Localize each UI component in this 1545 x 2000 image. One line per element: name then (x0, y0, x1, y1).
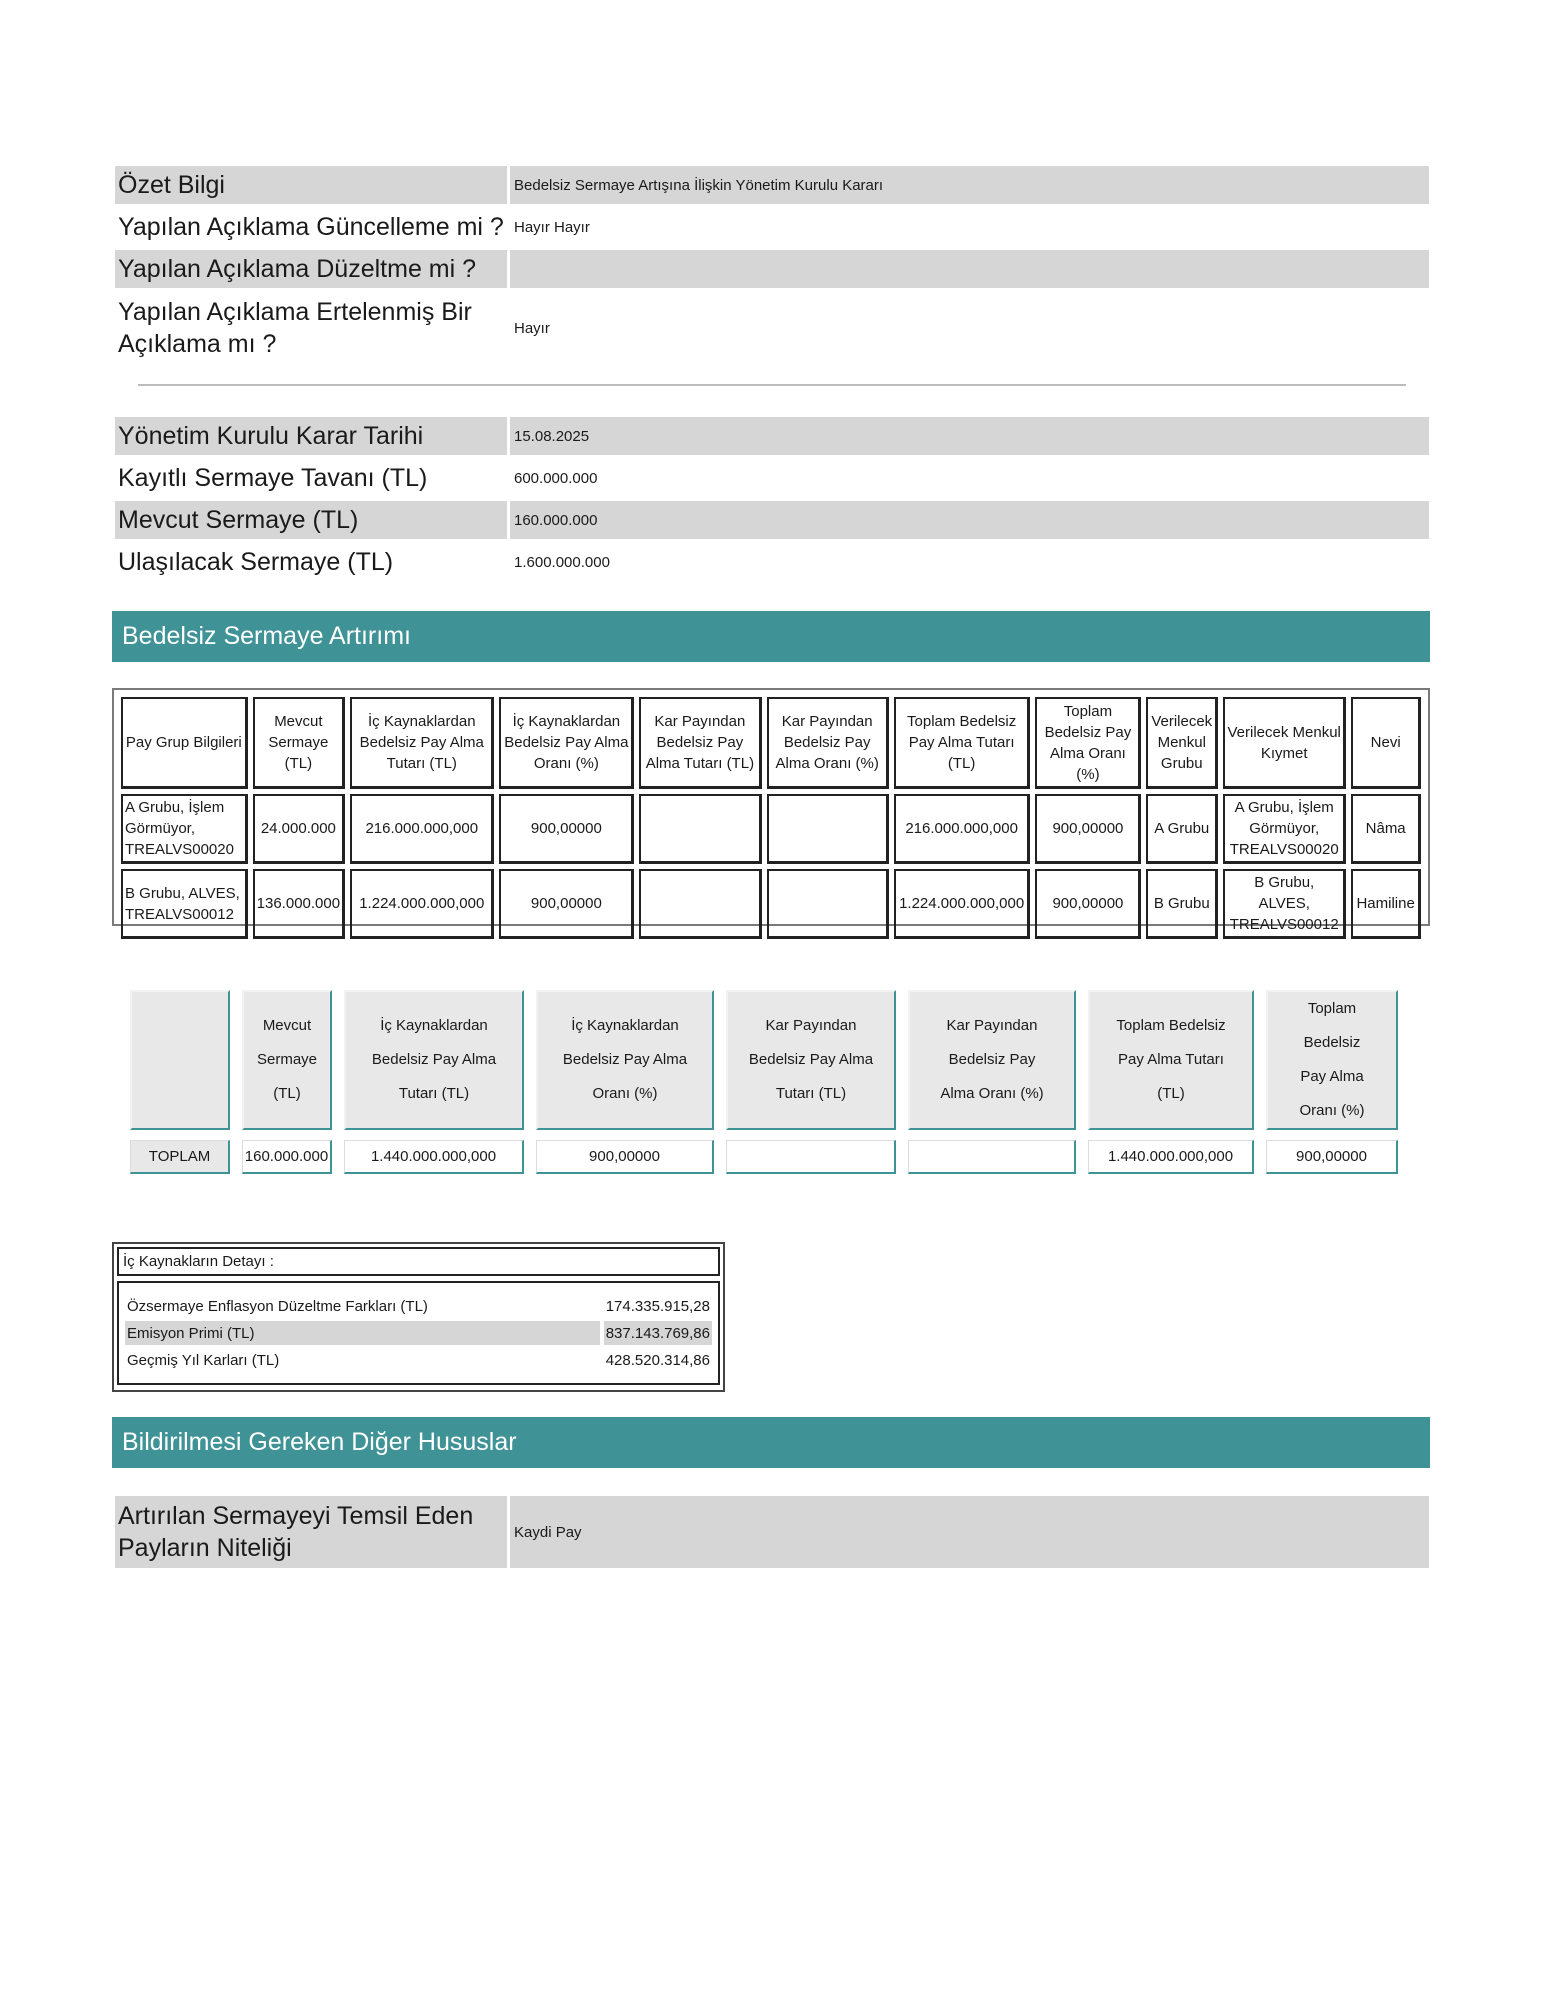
column-header (130, 990, 230, 1130)
table-cell (639, 869, 761, 939)
source-label: Geçmiş Yıl Karları (TL) (127, 1351, 280, 1369)
source-label: Özsermaye Enflasyon Düzeltme Farkları (TL) (127, 1297, 428, 1315)
decision-date-value: 15.08.2025 (510, 417, 1429, 455)
table-cell: 216.000.000,000 (350, 794, 494, 864)
table-cell: 1.224.000.000,000 (894, 869, 1031, 939)
table-cell: 136.000.000 (253, 869, 345, 939)
list-item (125, 1321, 712, 1345)
summary-table (112, 162, 1432, 368)
column-header: İç Kaynaklardan Bedelsiz Pay Alma Tutarı (TL) (344, 990, 524, 1130)
column-header: Verilecek Menkul Kıymet (1223, 697, 1346, 789)
deferred-label: Yapılan Açıklama Ertelenmiş Bir Açıklama mı ? (118, 298, 472, 358)
column-header: Toplam Bedelsiz Pay Alma Oranı (%) (1035, 697, 1141, 789)
column-header: Toplam Bedelsiz Pay Alma Oranı (%) (1266, 990, 1398, 1130)
table-cell (767, 794, 889, 864)
internal-sources-list (117, 1281, 720, 1385)
share-type-label: Artırılan Sermayeyi Temsil Eden Payların Niteliği (115, 1496, 507, 1568)
totals-table (118, 980, 1410, 1184)
table-cell: 900,00000 (499, 794, 634, 864)
correction-value (510, 250, 1429, 288)
table-cell: 1.440.000.000,000 (1088, 1140, 1254, 1174)
column-header: Kar Payından Bedelsiz Pay Alma Tutarı (TL) (639, 697, 761, 789)
totals-row (130, 1140, 1398, 1174)
table-cell: 900,00000 (1266, 1140, 1398, 1174)
target-capital-value: 1.600.000.000 (514, 553, 610, 571)
table-cell: Nâma (1351, 794, 1421, 864)
column-header: Kar Payından Bedelsiz Pay Alma Oranı (%) (767, 697, 889, 789)
divider (138, 384, 1406, 386)
table-cell (767, 869, 889, 939)
table-row (121, 869, 1421, 939)
section-header: Bildirilmesi Gereken Diğer Hususlar (112, 1417, 1430, 1468)
column-header: Kar Payından Bedelsiz Pay Alma Tutarı (TL) (726, 990, 896, 1130)
table-cell: A Grubu, İşlem Görmüyor, TREALVS00020 (121, 794, 248, 864)
source-value: 428.520.314,86 (605, 1351, 710, 1369)
current-capital-label: Mevcut Sermaye (TL) (115, 501, 507, 539)
internal-sources-title: İç Kaynakların Detayı : (117, 1247, 720, 1276)
current-capital-value: 160.000.000 (510, 501, 1429, 539)
column-header: Toplam Bedelsiz Pay Alma Tutarı (TL) (894, 697, 1031, 789)
column-header: Mevcut Sermaye (TL) (242, 990, 332, 1130)
table-cell: B Grubu, ALVES, TREALVS00012 (121, 869, 248, 939)
source-value: 837.143.769,86 (600, 1321, 712, 1345)
correction-label: Yapılan Açıklama Düzeltme mi ? (115, 250, 507, 288)
column-header: İç Kaynaklardan Bedelsiz Pay Alma Oranı (%) (536, 990, 714, 1130)
totals-header-row (130, 990, 1398, 1130)
table-cell: 24.000.000 (253, 794, 345, 864)
table-cell: 1.440.000.000,000 (344, 1140, 524, 1174)
column-header: Nevi (1351, 697, 1421, 789)
table-cell: 900,00000 (1035, 869, 1141, 939)
table-header-row (121, 697, 1421, 789)
table-cell: 900,00000 (1035, 794, 1141, 864)
update-label: Yapılan Açıklama Güncelleme mi ? (118, 213, 504, 241)
table-cell: A Grubu, İşlem Görmüyor, TREALVS00020 (1223, 794, 1346, 864)
internal-sources-box (112, 1242, 725, 1392)
column-header: Kar Payından Bedelsiz Pay Alma Oranı (%) (908, 990, 1076, 1130)
other-table (112, 1492, 1432, 1572)
column-header: İç Kaynaklardan Bedelsiz Pay Alma Oranı (%) (499, 697, 634, 789)
table-cell: Hamiline (1351, 869, 1421, 939)
table-cell: B Grubu, ALVES, TREALVS00012 (1223, 869, 1346, 939)
summary-value: Bedelsiz Sermaye Artışına İlişkin Yönetim Kurulu Kararı (510, 166, 1429, 204)
update-value: Hayır Hayır (514, 218, 590, 236)
deferred-value: Hayır (514, 319, 550, 337)
table-cell: 900,00000 (499, 869, 634, 939)
column-header: Verilecek Menkul Grubu (1146, 697, 1218, 789)
table-cell (726, 1140, 896, 1174)
list-item (125, 1348, 712, 1372)
table-cell (908, 1140, 1076, 1174)
target-capital-label: Ulaşılacak Sermaye (TL) (118, 548, 394, 576)
table-row (121, 794, 1421, 864)
list-item (125, 1294, 712, 1318)
column-header: İç Kaynaklardan Bedelsiz Pay Alma Tutarı (TL) (350, 697, 494, 789)
source-label: Emisyon Primi (TL) (125, 1321, 600, 1345)
table-cell: 160.000.000 (242, 1140, 332, 1174)
table-cell: A Grubu (1146, 794, 1218, 864)
table-cell: 216.000.000,000 (894, 794, 1031, 864)
column-header: Mevcut Sermaye (TL) (253, 697, 345, 789)
table-cell (639, 794, 761, 864)
section-header: Bedelsiz Sermaye Artırımı (112, 611, 1430, 662)
share-group-table (112, 688, 1430, 933)
summary-label: Özet Bilgi (115, 166, 507, 204)
registered-capital-value: 600.000.000 (514, 469, 598, 487)
column-header: Pay Grup Bilgileri (121, 697, 248, 789)
totals-label: TOPLAM (130, 1140, 230, 1174)
capital-table (112, 413, 1432, 585)
source-value: 174.335.915,28 (605, 1297, 710, 1315)
share-type-value: Kaydi Pay (510, 1496, 1429, 1568)
table-cell: 900,00000 (536, 1140, 714, 1174)
registered-capital-label: Kayıtlı Sermaye Tavanı (TL) (118, 464, 428, 492)
decision-date-label: Yönetim Kurulu Karar Tarihi (115, 417, 507, 455)
table-cell: 1.224.000.000,000 (350, 869, 494, 939)
table-cell: B Grubu (1146, 869, 1218, 939)
column-header: Toplam Bedelsiz Pay Alma Tutarı (TL) (1088, 990, 1254, 1130)
